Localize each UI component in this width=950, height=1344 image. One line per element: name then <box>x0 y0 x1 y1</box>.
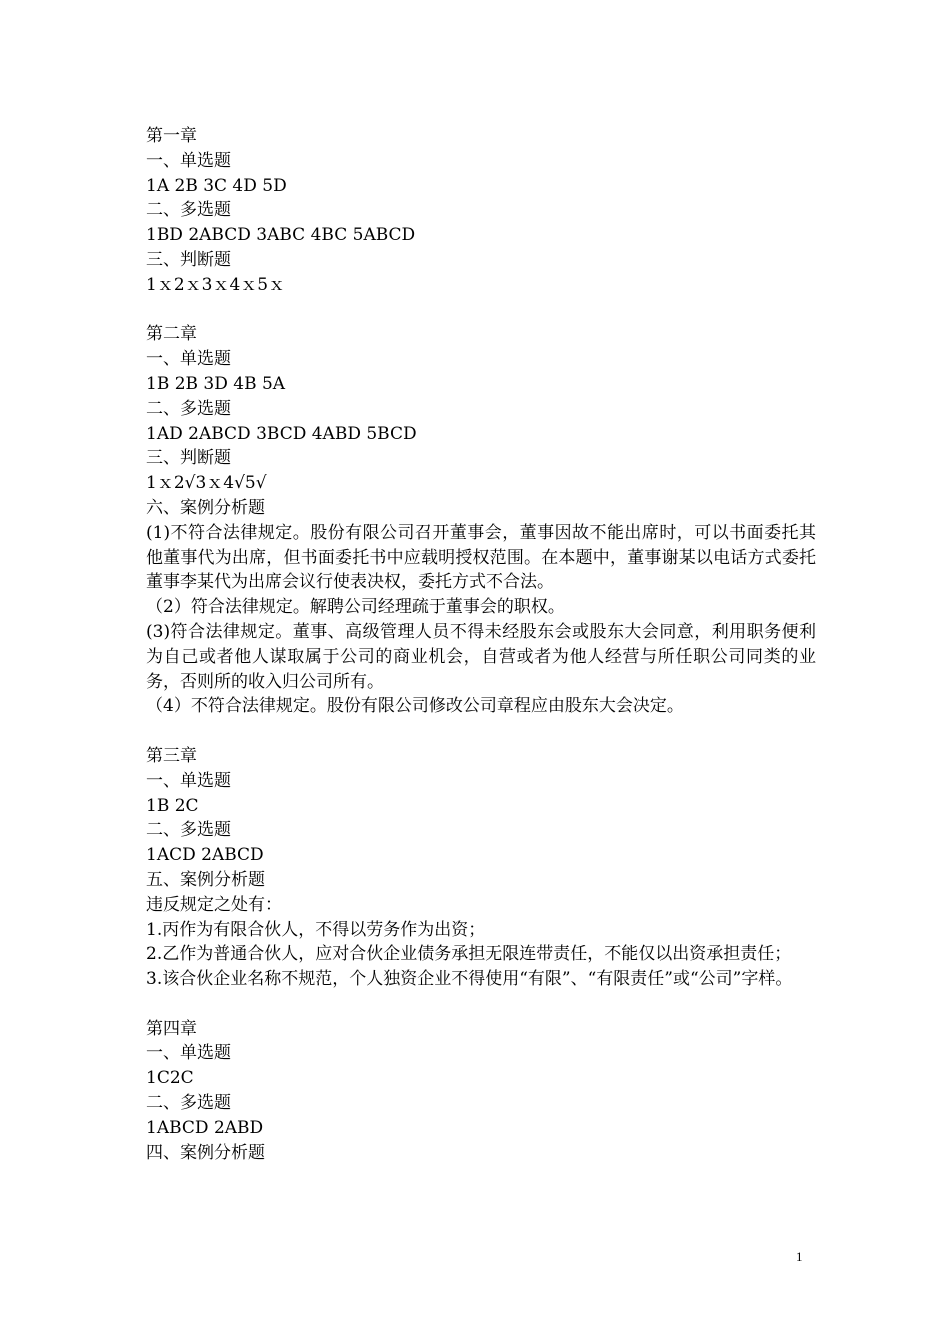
chapter-1-multiple-choice-answers: 1BD 2ABCD 3ABC 4BC 5ABCD <box>146 225 416 246</box>
chapter-2-title: 第二章 <box>146 324 197 345</box>
chapter-2-single-choice-label: 一、单选题 <box>146 349 231 370</box>
chapter-4-single-choice-answers: 1C2C <box>146 1068 194 1089</box>
chapter-3-case-analysis-label: 五、案例分析题 <box>146 869 265 890</box>
document-page <box>146 124 816 1165</box>
chapter-3-case-item-3: 3.该合伙企业名称不规范，个人独资企业不得使用“有限”、“有限责任”或“公司”字样。 <box>146 969 793 990</box>
chapter-3-case-item-1: 1.丙作为有限合伙人，不得以劳务作为出资； <box>146 919 486 940</box>
chapter-3-multiple-choice-answers: 1ACD 2ABCD <box>146 845 264 866</box>
chapter-2-true-false-label: 三、判断题 <box>146 448 231 469</box>
chapter-3-single-choice-answers: 1B 2C <box>146 795 199 816</box>
chapter-2-case-answer-2: （2）符合法律规定。解聘公司经理疏于董事会的职权。 <box>146 597 565 618</box>
spacer <box>146 992 816 1017</box>
chapter-1-title: 第一章 <box>146 126 197 146</box>
chapter-1-multiple-choice-label: 二、多选题 <box>146 200 231 221</box>
chapter-2-case-answer-3: (3)符合法律规定。董事、高级管理人员不得未经股东会或股东大会同意，利用职务便利为自己或者他人谋取属于公司的商业机会，自营或者为他人经营与所任职公司同类的业务，否则所的收入归公司所有。 <box>146 621 816 692</box>
chapter-2-true-false-answers: 1ｘ2√3ｘ4√5√ <box>146 473 267 494</box>
chapter-3-single-choice-label: 一、单选题 <box>146 770 231 791</box>
spacer <box>146 719 816 744</box>
chapter-3-case-item-2: 2.乙作为普通合伙人，应对合伙企业债务承担无限连带责任，不能仅以出资承担责任； <box>146 944 792 965</box>
chapter-3-case-intro: 违反规定之处有： <box>146 894 282 915</box>
chapter-4-single-choice-label: 一、单选题 <box>146 1043 231 1064</box>
chapter-3-title: 第三章 <box>146 745 197 766</box>
chapter-3-multiple-choice-label: 二、多选题 <box>146 820 231 841</box>
chapter-4-case-analysis-label: 四、案例分析题 <box>146 1142 265 1163</box>
chapter-2-case-answer-4: （4）不符合法律规定。股份有限公司修改公司章程应由股东大会决定。 <box>146 696 684 717</box>
chapter-1-true-false-answers: 1ｘ2ｘ3ｘ4ｘ5ｘ <box>146 274 286 295</box>
chapter-2-case-analysis-label: 六、案例分析题 <box>146 497 265 518</box>
chapter-1-single-choice-answers: 1A 2B 3C 4D 5D <box>146 175 287 196</box>
page-number: 1 <box>796 1249 803 1264</box>
chapter-2-single-choice-answers: 1B 2B 3D 4B 5A <box>146 373 286 394</box>
chapter-2-multiple-choice-answers: 1AD 2ABCD 3BCD 4ABD 5BCD <box>146 423 417 444</box>
chapter-4-title: 第四章 <box>146 1018 197 1039</box>
chapter-1-true-false-label: 三、判断题 <box>146 249 231 270</box>
chapter-4-multiple-choice-answers: 1ABCD 2ABD <box>146 1117 264 1138</box>
chapter-1-single-choice-label: 一、单选题 <box>146 150 231 171</box>
chapter-2-case-answer-1: (1)不符合法律规定。股份有限公司召开董事会，董事因故不能出席时，可以书面委托其他董事代为出席，但书面委托书中应载明授权范围。在本题中，董事谢某以电话方式委托董事李某代为出席会议行使表决权，委托方式不合法。 <box>146 522 816 593</box>
chapter-2-multiple-choice-label: 二、多选题 <box>146 398 231 419</box>
chapter-4-multiple-choice-label: 二、多选题 <box>146 1093 231 1114</box>
spacer <box>146 298 816 323</box>
